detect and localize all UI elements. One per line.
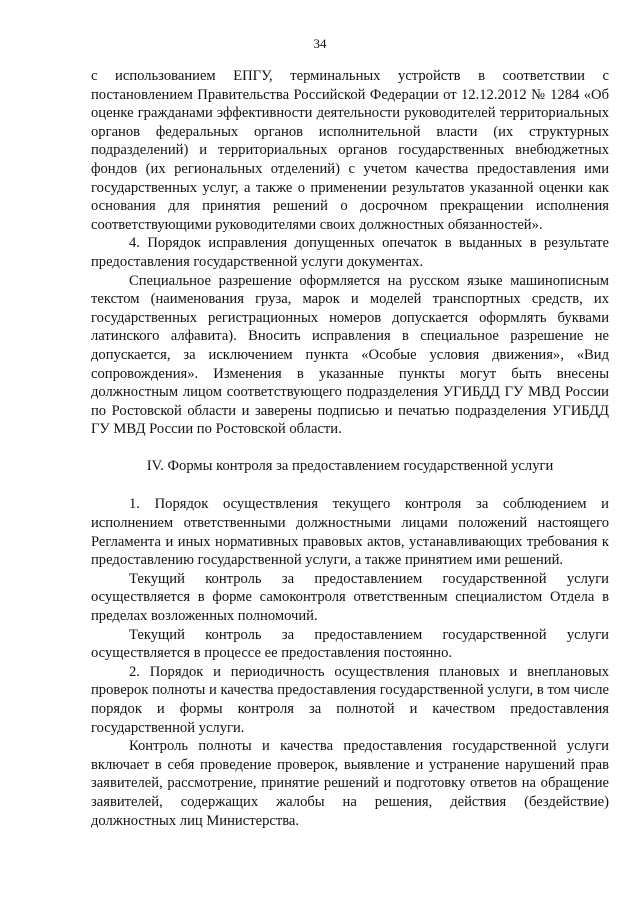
- page-number: 34: [313, 36, 327, 51]
- paragraph: 4. Порядок исправления допущенных опечаток в выданных в результате предоставления государственной услуги документах.: [91, 235, 609, 270]
- paragraph: Специальное разрешение оформляется на русском языке машинописным текстом (наименования груза, марок и моделей транспортных средств, их государственных регистрационных номеров допускается оформлять буквами латинского алфавита). Вносить исправления в специальное разрешение не допускается, за исключением пункта «Особые условия движения», «Вид сопровождения». Изменения в указанные пункты могут быть внесены должностным лицом соответствующего подразделения УГИБДД ГУ МВД России по Ростовской области и заверены подписью и печатью подразделения УГИБДД ГУ МВД России по Ростовской области.: [91, 272, 609, 438]
- document-body: [91, 67, 609, 830]
- paragraph: 2. Порядок и периодичность осуществления плановых и внеплановых проверок полноты и качества предоставления государственной услуги, в том числе порядок и формы контроля за полнотой и качеством предоставления государственной услуги.: [91, 663, 609, 736]
- paragraph: Контроль полноты и качества предоставления государственной услуги включает в себя проведение проверок, выявление и устранение нарушений прав заявителей, рассмотрение, принятие решений и подготовку ответов на обращение заявителей, содержащих жалобы на решения, действия (бездействие) должностных лиц Министерства.: [91, 738, 609, 829]
- section-heading: IV. Формы контроля за предоставлением государственной услуги: [146, 457, 554, 474]
- paragraph: с использованием ЕПГУ, терминальных устройств в соответствии с постановлением Правительства Российской Федерации от 12.12.2012 № 1284 «Об оценке гражданами эффективности деятельности руководителей территориальных органов федеральных органов исполнительной власти (их структурных подразделений) и территориальных органов государственных внебюджетных фондов (их региональных отделений) с учетом качества предоставления ими государственных услуг, а также о применении результатов указанной оценки как основания для принятия решений о досрочном прекращении исполнения соответствующими руководителями своих должностных обязанностей».: [91, 68, 609, 233]
- paragraph: Текущий контроль за предоставлением государственной услуги осуществляется в процессе ее предоставления постоянно.: [91, 626, 609, 662]
- paragraph: 1. Порядок осуществления текущего контроля за соблюдением и исполнением ответственными должностными лицами положений настоящего Регламента и иных нормативных правовых актов, устанавливающих требования к предоставлению государственной услуги, а также принятием ими решений.: [91, 496, 609, 569]
- paragraph: Текущий контроль за предоставлением государственной услуги осуществляется в форме самоконтроля ответственным специалистом Отдела в пределах возложенных полномочий.: [91, 570, 609, 625]
